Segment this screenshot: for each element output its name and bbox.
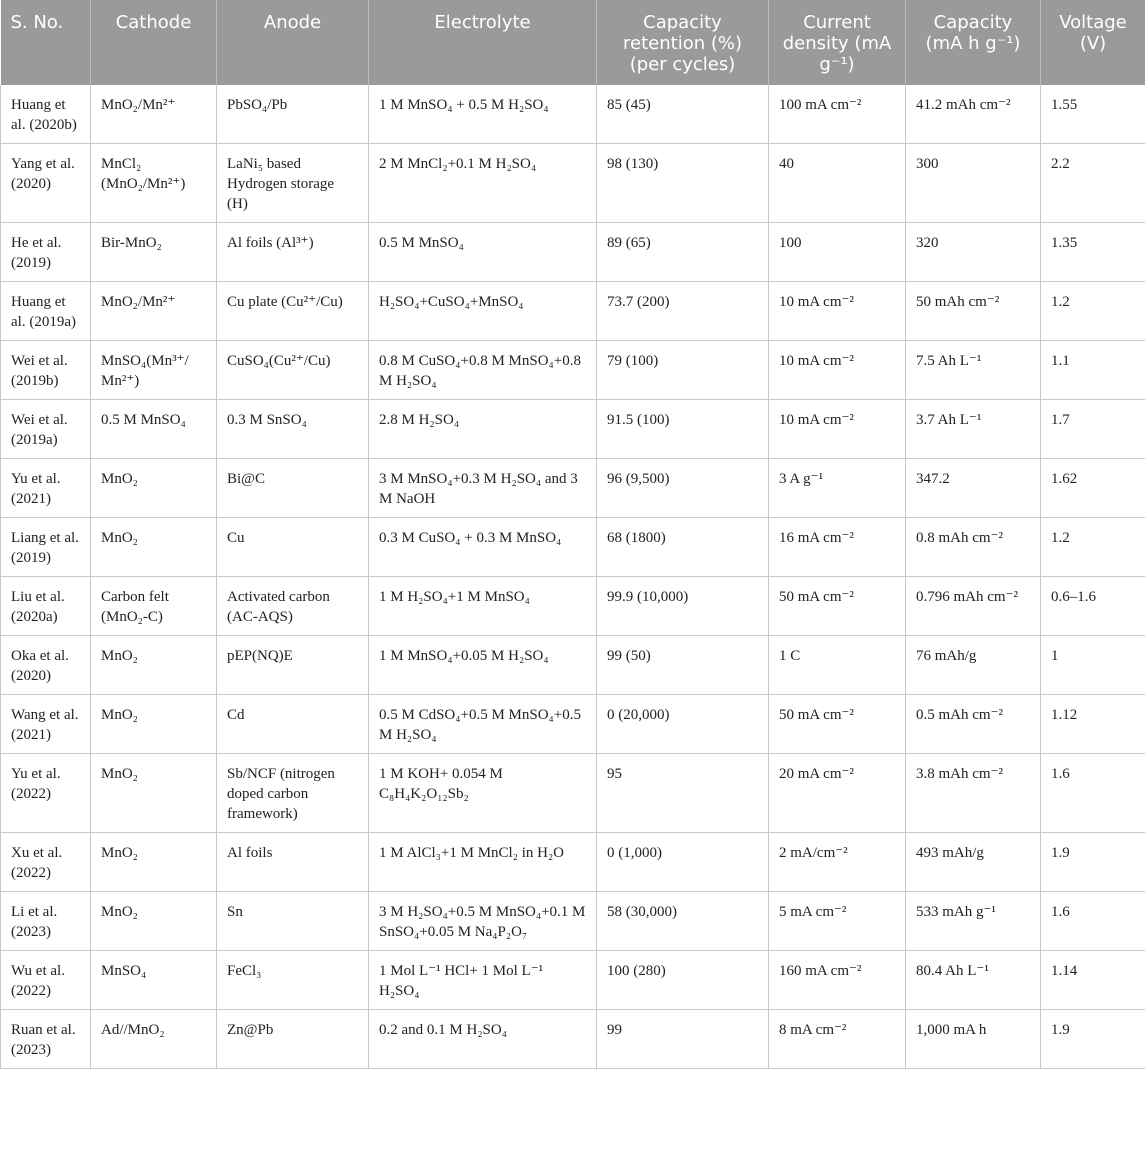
header-row xyxy=(1,0,1145,85)
cell-current-density: 100 mA cm⁻² xyxy=(769,85,906,144)
cell-sno: Yu et al. (2022) xyxy=(1,754,91,833)
cell-cathode: Ad//MnO₂ xyxy=(91,1010,217,1069)
cell-sno: Wu et al. (2022) xyxy=(1,951,91,1010)
cell-capacity-retention: 96 (9,500) xyxy=(597,459,769,518)
cell-current-density: 40 xyxy=(769,144,906,223)
cell-electrolyte: 1 M AlCl₃+1 M MnCl₂ in H₂O xyxy=(369,833,597,892)
cell-capacity-retention: 98 (130) xyxy=(597,144,769,223)
cell-electrolyte: 1 M MnSO₄ + 0.5 M H₂SO₄ xyxy=(369,85,597,144)
table-row xyxy=(1,951,1145,1010)
cell-cathode: MnO₂ xyxy=(91,892,217,951)
cell-cathode: MnO₂ xyxy=(91,833,217,892)
cell-cathode: Bir-MnO₂ xyxy=(91,223,217,282)
cell-capacity-retention: 99.9 (10,000) xyxy=(597,577,769,636)
cell-anode: 0.3 M SnSO₄ xyxy=(217,400,369,459)
cell-voltage: 1.6 xyxy=(1041,892,1145,951)
cell-electrolyte: 0.5 M CdSO₄+0.5 M MnSO₄+0.5 M H₂SO₄ xyxy=(369,695,597,754)
cell-electrolyte: 1 M KOH+ 0.054 M C₈H₄K₂O₁₂Sb₂ xyxy=(369,754,597,833)
cell-sno: He et al. (2019) xyxy=(1,223,91,282)
cell-voltage: 0.6–1.6 xyxy=(1041,577,1145,636)
table-row xyxy=(1,577,1145,636)
cell-current-density: 3 A g⁻¹ xyxy=(769,459,906,518)
cell-capacity-retention: 0 (20,000) xyxy=(597,695,769,754)
cell-anode: Sb/NCF (nitrogen doped carbon framework) xyxy=(217,754,369,833)
table-row xyxy=(1,695,1145,754)
cell-capacity: 76 mAh/g xyxy=(906,636,1041,695)
cell-current-density: 20 mA cm⁻² xyxy=(769,754,906,833)
cell-anode: Cd xyxy=(217,695,369,754)
cell-anode: Bi@C xyxy=(217,459,369,518)
cell-sno: Liu et al. (2020a) xyxy=(1,577,91,636)
cell-capacity: 533 mAh g⁻¹ xyxy=(906,892,1041,951)
cell-capacity-retention: 91.5 (100) xyxy=(597,400,769,459)
cell-sno: Xu et al. (2022) xyxy=(1,833,91,892)
cell-voltage: 1.62 xyxy=(1041,459,1145,518)
cell-capacity: 7.5 Ah L⁻¹ xyxy=(906,341,1041,400)
cell-voltage: 1.9 xyxy=(1041,1010,1145,1069)
cell-cathode: MnSO₄ xyxy=(91,951,217,1010)
cell-cathode: MnO₂ xyxy=(91,518,217,577)
cell-sno: Oka et al. (2020) xyxy=(1,636,91,695)
cell-voltage: 1.55 xyxy=(1041,85,1145,144)
cell-cathode: Carbon felt (MnO₂-C) xyxy=(91,577,217,636)
cell-anode: Cu plate (Cu²⁺/Cu) xyxy=(217,282,369,341)
cell-sno: Yang et al. (2020) xyxy=(1,144,91,223)
cell-voltage: 2.2 xyxy=(1041,144,1145,223)
cell-sno: Wang et al. (2021) xyxy=(1,695,91,754)
cell-voltage: 1.6 xyxy=(1041,754,1145,833)
cell-current-density: 10 mA cm⁻² xyxy=(769,400,906,459)
table-row xyxy=(1,892,1145,951)
header-voltage: Voltage (V) xyxy=(1041,0,1145,85)
cell-electrolyte: 2.8 M H₂SO₄ xyxy=(369,400,597,459)
header-cathode: Cathode xyxy=(91,0,217,85)
cell-current-density: 100 xyxy=(769,223,906,282)
cell-capacity: 347.2 xyxy=(906,459,1041,518)
cell-current-density: 10 mA cm⁻² xyxy=(769,341,906,400)
cell-capacity: 1,000 mA h xyxy=(906,1010,1041,1069)
table-row xyxy=(1,223,1145,282)
cell-voltage: 1 xyxy=(1041,636,1145,695)
cell-capacity-retention: 85 (45) xyxy=(597,85,769,144)
cell-capacity: 300 xyxy=(906,144,1041,223)
cell-anode: Sn xyxy=(217,892,369,951)
cell-voltage: 1.2 xyxy=(1041,282,1145,341)
cell-electrolyte: 1 M H₂SO₄+1 M MnSO₄ xyxy=(369,577,597,636)
table-row xyxy=(1,459,1145,518)
cell-capacity: 41.2 mAh cm⁻² xyxy=(906,85,1041,144)
table-row xyxy=(1,636,1145,695)
table-row xyxy=(1,400,1145,459)
cell-anode: Al foils (Al³⁺) xyxy=(217,223,369,282)
cell-anode: Cu xyxy=(217,518,369,577)
cell-sno: Yu et al. (2021) xyxy=(1,459,91,518)
cell-sno: Wei et al. (2019a) xyxy=(1,400,91,459)
cell-electrolyte: 1 Mol L⁻¹ HCl+ 1 Mol L⁻¹ H₂SO₄ xyxy=(369,951,597,1010)
cell-sno: Huang et al. (2019a) xyxy=(1,282,91,341)
cell-current-density: 160 mA cm⁻² xyxy=(769,951,906,1010)
table-row xyxy=(1,341,1145,400)
table-row xyxy=(1,1010,1145,1069)
cell-capacity-retention: 99 xyxy=(597,1010,769,1069)
cell-capacity: 80.4 Ah L⁻¹ xyxy=(906,951,1041,1010)
cell-cathode: MnO₂ xyxy=(91,459,217,518)
table-body xyxy=(1,85,1145,1069)
cell-capacity-retention: 89 (65) xyxy=(597,223,769,282)
cell-voltage: 1.35 xyxy=(1041,223,1145,282)
header-electrolyte: Electrolyte xyxy=(369,0,597,85)
cell-anode: LaNi₅ based Hydrogen storage (H) xyxy=(217,144,369,223)
cell-electrolyte: 0.2 and 0.1 M H₂SO₄ xyxy=(369,1010,597,1069)
header-capacity-retention: Capacity retention (%) (per cycles) xyxy=(597,0,769,85)
cell-current-density: 50 mA cm⁻² xyxy=(769,577,906,636)
cell-capacity-retention: 79 (100) xyxy=(597,341,769,400)
cell-electrolyte: 3 M H₂SO₄+0.5 M MnSO₄+0.1 M SnSO₄+0.05 M Na₄P₂O₇ xyxy=(369,892,597,951)
cell-sno: Wei et al. (2019b) xyxy=(1,341,91,400)
cell-current-density: 8 mA cm⁻² xyxy=(769,1010,906,1069)
cell-current-density: 10 mA cm⁻² xyxy=(769,282,906,341)
cell-voltage: 1.14 xyxy=(1041,951,1145,1010)
table-row xyxy=(1,85,1145,144)
cell-cathode: MnSO₄(Mn³⁺/ Mn²⁺) xyxy=(91,341,217,400)
cell-capacity: 3.8 mAh cm⁻² xyxy=(906,754,1041,833)
cell-anode: pEP(NQ)E xyxy=(217,636,369,695)
cell-cathode: MnCl₂ (MnO₂/Mn²⁺) xyxy=(91,144,217,223)
cell-electrolyte: 0.5 M MnSO₄ xyxy=(369,223,597,282)
cell-electrolyte: 3 M MnSO₄+0.3 M H₂SO₄ and 3 M NaOH xyxy=(369,459,597,518)
cell-anode: FeCl₃ xyxy=(217,951,369,1010)
cell-capacity-retention: 0 (1,000) xyxy=(597,833,769,892)
cell-anode: Zn@Pb xyxy=(217,1010,369,1069)
cell-current-density: 5 mA cm⁻² xyxy=(769,892,906,951)
cell-cathode: 0.5 M MnSO₄ xyxy=(91,400,217,459)
cell-voltage: 1.7 xyxy=(1041,400,1145,459)
cell-voltage: 1.9 xyxy=(1041,833,1145,892)
cell-current-density: 2 mA/cm⁻² xyxy=(769,833,906,892)
cell-anode: CuSO₄(Cu²⁺/Cu) xyxy=(217,341,369,400)
cell-sno: Liang et al. (2019) xyxy=(1,518,91,577)
cell-anode: PbSO₄/Pb xyxy=(217,85,369,144)
cell-current-density: 1 C xyxy=(769,636,906,695)
cell-sno: Ruan et al. (2023) xyxy=(1,1010,91,1069)
table-row xyxy=(1,833,1145,892)
cell-electrolyte: 0.8 M CuSO₄+0.8 M MnSO₄+0.8 M H₂SO₄ xyxy=(369,341,597,400)
table-row xyxy=(1,754,1145,833)
cell-electrolyte: 0.3 M CuSO₄ + 0.3 M MnSO₄ xyxy=(369,518,597,577)
cell-capacity: 3.7 Ah L⁻¹ xyxy=(906,400,1041,459)
header-anode: Anode xyxy=(217,0,369,85)
cell-capacity: 50 mAh cm⁻² xyxy=(906,282,1041,341)
cell-capacity-retention: 73.7 (200) xyxy=(597,282,769,341)
cell-sno: Huang et al. (2020b) xyxy=(1,85,91,144)
cell-capacity: 0.796 mAh cm⁻² xyxy=(906,577,1041,636)
cell-capacity-retention: 100 (280) xyxy=(597,951,769,1010)
cell-capacity-retention: 58 (30,000) xyxy=(597,892,769,951)
cell-capacity-retention: 68 (1800) xyxy=(597,518,769,577)
cell-capacity: 320 xyxy=(906,223,1041,282)
table-row xyxy=(1,144,1145,223)
cell-capacity: 493 mAh/g xyxy=(906,833,1041,892)
cell-current-density: 16 mA cm⁻² xyxy=(769,518,906,577)
cell-cathode: MnO₂ xyxy=(91,636,217,695)
cell-cathode: MnO₂ xyxy=(91,754,217,833)
cell-capacity: 0.8 mAh cm⁻² xyxy=(906,518,1041,577)
cell-voltage: 1.2 xyxy=(1041,518,1145,577)
cell-electrolyte: 1 M MnSO₄+0.05 M H₂SO₄ xyxy=(369,636,597,695)
cell-current-density: 50 mA cm⁻² xyxy=(769,695,906,754)
table-row xyxy=(1,282,1145,341)
table-header xyxy=(1,0,1145,85)
cell-capacity-retention: 95 xyxy=(597,754,769,833)
cell-electrolyte: 2 M MnCl₂+0.1 M H₂SO₄ xyxy=(369,144,597,223)
cell-cathode: MnO₂/Mn²⁺ xyxy=(91,85,217,144)
header-current-density: Current density (mA g⁻¹) xyxy=(769,0,906,85)
cell-voltage: 1.12 xyxy=(1041,695,1145,754)
cell-capacity-retention: 99 (50) xyxy=(597,636,769,695)
cell-cathode: MnO₂/Mn²⁺ xyxy=(91,282,217,341)
cell-capacity: 0.5 mAh cm⁻² xyxy=(906,695,1041,754)
cell-electrolyte: H₂SO₄+CuSO₄+MnSO₄ xyxy=(369,282,597,341)
cell-voltage: 1.1 xyxy=(1041,341,1145,400)
table-row xyxy=(1,518,1145,577)
header-sno: S. No. xyxy=(1,0,91,85)
cell-sno: Li et al. (2023) xyxy=(1,892,91,951)
cell-anode: Al foils xyxy=(217,833,369,892)
cell-cathode: MnO₂ xyxy=(91,695,217,754)
cell-anode: Activated carbon (AC-AQS) xyxy=(217,577,369,636)
header-capacity: Capacity (mA h g⁻¹) xyxy=(906,0,1041,85)
